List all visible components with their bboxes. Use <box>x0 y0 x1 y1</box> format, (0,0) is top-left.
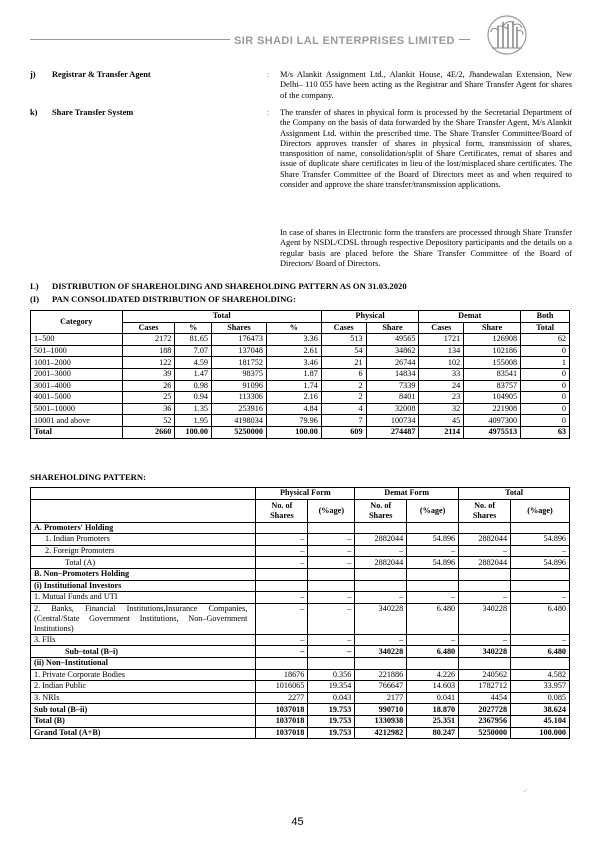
table-cell: 102 <box>419 357 464 369</box>
row-label: (i) Institutional Investors <box>31 580 256 592</box>
category-cell: 3001–4000 <box>31 380 123 392</box>
section-row <box>31 657 570 669</box>
table-cell: 5250000 <box>459 727 511 739</box>
table-cell: 100.000 <box>511 727 570 739</box>
table-cell: – <box>256 557 308 569</box>
table-cell: 0 <box>521 392 570 404</box>
table-cell: 4.59 <box>175 357 212 369</box>
page-number: 45 <box>291 816 304 828</box>
table-cell: 1721 <box>419 334 464 346</box>
column-header: Share <box>464 322 521 334</box>
table-cell: 122 <box>122 357 175 369</box>
company-logo <box>486 14 528 56</box>
table-cell <box>308 568 355 580</box>
column-header: Demat <box>419 311 521 323</box>
table-cell: 2882044 <box>459 557 511 569</box>
table-cell: 54.896 <box>511 557 570 569</box>
table-cell: 609 <box>321 426 366 438</box>
table-cell <box>256 568 308 580</box>
table-cell: 155008 <box>464 357 521 369</box>
table-cell: 80.247 <box>407 727 459 739</box>
column-header: Total <box>521 322 570 334</box>
section-row <box>31 580 570 592</box>
table-cell: 19.753 <box>308 704 355 716</box>
category-cell: 1001–2000 <box>31 357 123 369</box>
section-title: DISTRIBUTION OF SHAREHOLDING AND SHAREHOLDING PATTERN AS ON 31.03.2020 <box>52 281 407 291</box>
table-cell: 2 <box>321 392 366 404</box>
table-row <box>31 534 570 546</box>
table-cell: 79.96 <box>266 415 321 427</box>
table-cell: 25 <box>122 392 175 404</box>
table-cell <box>308 522 355 534</box>
category-cell: 1–500 <box>31 334 123 346</box>
table-cell: 2172 <box>122 334 175 346</box>
table-cell <box>256 657 308 669</box>
table-cell: 2660 <box>122 426 175 438</box>
table-cell: 32008 <box>366 403 419 415</box>
column-header: No. of Shares <box>459 499 511 522</box>
table-cell: 0.356 <box>308 669 355 681</box>
table-cell: 7339 <box>366 380 419 392</box>
table-row <box>31 392 570 404</box>
section-title: PAN CONSOLIDATED DISTRIBUTION OF SHAREHOLDING: <box>52 294 296 304</box>
table-cell: 8401 <box>366 392 419 404</box>
table-cell: – <box>308 545 355 557</box>
table-cell <box>511 522 570 534</box>
table-cell: 83541 <box>464 368 521 380</box>
table-row <box>31 380 570 392</box>
table-cell: 52 <box>122 415 175 427</box>
row-label: Total (B) <box>31 715 256 727</box>
column-header: (%age) <box>511 499 570 522</box>
table-row <box>31 345 570 357</box>
table-cell: 38.624 <box>511 704 570 716</box>
table-cell: 21 <box>321 357 366 369</box>
table-cell: 1330938 <box>355 715 407 727</box>
table-row <box>31 646 570 658</box>
column-header: Cases <box>419 322 464 334</box>
table-cell: 2 <box>321 380 366 392</box>
table-cell: – <box>459 592 511 604</box>
table-cell: 1.87 <box>266 368 321 380</box>
table-cell: 39 <box>122 368 175 380</box>
table-cell: 340228 <box>459 603 511 634</box>
table-cell: – <box>511 634 570 646</box>
table-cell: 340228 <box>459 646 511 658</box>
table-cell: 54 <box>321 345 366 357</box>
table-cell: 18676 <box>256 669 308 681</box>
table-cell: 83757 <box>464 380 521 392</box>
row-label: A. Promoters' Holding <box>31 522 256 534</box>
table-cell: 2882044 <box>355 557 407 569</box>
table-cell <box>355 522 407 534</box>
category-cell: Total <box>31 426 123 438</box>
table-cell: 4454 <box>459 692 511 704</box>
table-cell: 1.35 <box>175 403 212 415</box>
info-text: In case of shares in Electronic form the transfers are processed through Share Transfer Agent by NSDL/CDSL through respective Depository participants and the details on a regular basis are placed before the Share Transfer Committee of the Board of Directors/ Board of Directors. <box>280 228 572 268</box>
row-label: Sub total (B–ii) <box>31 704 256 716</box>
column-header: Physical Form <box>256 488 355 500</box>
table-cell: 181752 <box>212 357 267 369</box>
table-cell: – <box>355 592 407 604</box>
shareholding-pattern-table <box>30 487 570 739</box>
table-cell: 2882044 <box>459 534 511 546</box>
table-cell: 2177 <box>355 692 407 704</box>
column-header: (%age) <box>308 499 355 522</box>
table-cell: 4212982 <box>355 727 407 739</box>
column-header: % <box>266 322 321 334</box>
table-cell: 137048 <box>212 345 267 357</box>
table-cell: – <box>459 545 511 557</box>
column-header: No. of Shares <box>355 499 407 522</box>
table-cell: 113306 <box>212 392 267 404</box>
table-cell: 45.104 <box>511 715 570 727</box>
table-cell: – <box>355 634 407 646</box>
table-cell <box>511 568 570 580</box>
table-cell <box>407 568 459 580</box>
row-label: 2. Indian Public <box>31 681 256 693</box>
category-cell: 4001–5000 <box>31 392 123 404</box>
table-cell: – <box>355 545 407 557</box>
table-cell: 5250000 <box>212 426 267 438</box>
table-cell: 766647 <box>355 681 407 693</box>
row-label: Grand Total (A+B) <box>31 727 256 739</box>
row-label: 1. Private Corporate Bodies <box>31 669 256 681</box>
table-row <box>31 681 570 693</box>
table-cell: 6.480 <box>511 646 570 658</box>
table-cell: – <box>407 634 459 646</box>
table-cell <box>459 522 511 534</box>
table-cell: 0.085 <box>511 692 570 704</box>
table-cell: 23 <box>419 392 464 404</box>
table-cell: 221908 <box>464 403 521 415</box>
table-cell: – <box>256 634 308 646</box>
table-cell: 0 <box>521 403 570 415</box>
table-cell <box>407 657 459 669</box>
table-cell: 513 <box>321 334 366 346</box>
table-cell: 102186 <box>464 345 521 357</box>
column-header: Physical <box>321 311 419 323</box>
table-cell: 1037018 <box>256 727 308 739</box>
info-key: k) <box>30 108 38 117</box>
section-row <box>31 522 570 534</box>
table-cell <box>355 657 407 669</box>
row-label: 3. NRIs <box>31 692 256 704</box>
table-cell: 32 <box>419 403 464 415</box>
table-cell: 4 <box>321 403 366 415</box>
table-cell: – <box>308 592 355 604</box>
table-row <box>31 334 570 346</box>
table-cell: 18.870 <box>407 704 459 716</box>
table-cell: – <box>256 603 308 634</box>
company-name: SIR SHADI LAL ENTERPRISES LIMITED <box>230 35 459 48</box>
table-cell: 274487 <box>366 426 419 438</box>
table-row <box>31 715 570 727</box>
table-cell: 19.753 <box>308 727 355 739</box>
category-cell: 501–1000 <box>31 345 123 357</box>
row-label: B. Non–Promoters Holding <box>31 568 256 580</box>
table-cell: – <box>308 557 355 569</box>
table-cell: 1.74 <box>266 380 321 392</box>
distribution-table <box>30 310 570 439</box>
section-heading <box>30 294 296 304</box>
table-row <box>31 727 570 739</box>
table-cell: 14834 <box>366 368 419 380</box>
table-cell: 2.16 <box>266 392 321 404</box>
row-label: Sub–total (B–i) <box>31 646 256 658</box>
table-cell: 6.480 <box>511 603 570 634</box>
table-cell: 6.480 <box>407 603 459 634</box>
table-cell: 1 <box>521 357 570 369</box>
info-text: M/s Alankit Assignment Ltd., Alankit House, 4E/2, Jhandewalan Extension, New Delhi– 110 055 have been acting as the Registrar and Share Transfer Agent for shares of the company. <box>280 70 572 100</box>
table-cell: 98375 <box>212 368 267 380</box>
table-cell: 126908 <box>464 334 521 346</box>
table-cell: – <box>256 646 308 658</box>
table-cell: 6 <box>321 368 366 380</box>
column-header <box>31 499 256 522</box>
table-cell: 3.46 <box>266 357 321 369</box>
column-header: Both <box>521 311 570 323</box>
table-cell: 0.98 <box>175 380 212 392</box>
table-cell <box>308 580 355 592</box>
table-cell: – <box>308 634 355 646</box>
table-cell: 0 <box>521 415 570 427</box>
table-cell: 0 <box>521 368 570 380</box>
info-colon: : <box>267 70 270 79</box>
category-cell: 10001 and above <box>31 415 123 427</box>
table-cell: 0.043 <box>308 692 355 704</box>
table-cell: 49565 <box>366 334 419 346</box>
table-cell: 26744 <box>366 357 419 369</box>
table-cell: 2027728 <box>459 704 511 716</box>
table-cell: 1782712 <box>459 681 511 693</box>
table-cell: 100.00 <box>266 426 321 438</box>
table-cell: 63 <box>521 426 570 438</box>
table-cell: 54.896 <box>511 534 570 546</box>
section-heading <box>30 281 407 291</box>
table-cell: 240562 <box>459 669 511 681</box>
table-cell: 2114 <box>419 426 464 438</box>
table-cell: 1.95 <box>175 415 212 427</box>
table-cell: 100.00 <box>175 426 212 438</box>
section-key: L) <box>30 281 39 291</box>
row-label: 2. Banks, Financial Institutions,Insurance Companies, (Central/State Government Institutions, Non–Government Institutions) <box>31 603 256 634</box>
table-cell: 2.61 <box>266 345 321 357</box>
table-cell: 4975513 <box>464 426 521 438</box>
row-label: Total (A) <box>31 557 256 569</box>
row-label: 1. Indian Promoters <box>31 534 256 546</box>
table-cell: 4198034 <box>212 415 267 427</box>
table-cell <box>407 522 459 534</box>
table-cell: 33.957 <box>511 681 570 693</box>
table-cell: 0.94 <box>175 392 212 404</box>
table-cell: 2367956 <box>459 715 511 727</box>
info-colon: : <box>267 108 270 117</box>
table-cell: 19.354 <box>308 681 355 693</box>
column-header: Total <box>459 488 570 500</box>
table-cell: 7.07 <box>175 345 212 357</box>
table-cell: 24 <box>419 380 464 392</box>
table-cell: 990710 <box>355 704 407 716</box>
table-cell: 54.896 <box>407 557 459 569</box>
info-label: Share Transfer System <box>52 108 134 117</box>
table-cell: – <box>511 592 570 604</box>
table-cell: – <box>407 592 459 604</box>
row-label: 1. Mutual Funds and UTI <box>31 592 256 604</box>
table-cell: 0 <box>521 345 570 357</box>
table-cell: 340228 <box>355 646 407 658</box>
table-row <box>31 415 570 427</box>
table-cell: 1016065 <box>256 681 308 693</box>
table-cell: 1037018 <box>256 715 308 727</box>
table-cell <box>459 580 511 592</box>
row-label: 2. Foreign Promoters <box>31 545 256 557</box>
row-label: (ii) Non–Institutional <box>31 657 256 669</box>
table-cell: – <box>256 592 308 604</box>
table-cell: 0 <box>521 380 570 392</box>
table-cell: – <box>407 545 459 557</box>
table-cell: 34862 <box>366 345 419 357</box>
column-header: Shares <box>212 322 267 334</box>
table-row <box>31 692 570 704</box>
pattern-title: SHAREHOLDING PATTERN: <box>30 472 146 482</box>
table-row <box>31 704 570 716</box>
column-header <box>31 488 256 500</box>
table-cell: 54.896 <box>407 534 459 546</box>
table-cell <box>511 580 570 592</box>
row-label: 3. FIIs <box>31 634 256 646</box>
table-cell: 4.226 <box>407 669 459 681</box>
section-row <box>31 568 570 580</box>
table-row <box>31 557 570 569</box>
table-cell: 6.480 <box>407 646 459 658</box>
table-row <box>31 603 570 634</box>
table-cell: – <box>308 646 355 658</box>
table-cell: 134 <box>419 345 464 357</box>
table-row <box>31 592 570 604</box>
table-cell: 0.041 <box>407 692 459 704</box>
table-cell <box>355 568 407 580</box>
table-row <box>31 634 570 646</box>
table-cell: 45 <box>419 415 464 427</box>
table-cell: 188 <box>122 345 175 357</box>
column-header: Cases <box>122 322 175 334</box>
table-cell: 340228 <box>355 603 407 634</box>
category-cell: 5001–10000 <box>31 403 123 415</box>
column-header: % <box>175 322 212 334</box>
table-cell: – <box>459 634 511 646</box>
column-header: Demat Form <box>355 488 459 500</box>
table-row <box>31 357 570 369</box>
table-cell: 33 <box>419 368 464 380</box>
table-cell: 81.65 <box>175 334 212 346</box>
table-cell: 221886 <box>355 669 407 681</box>
table-cell: 26 <box>122 380 175 392</box>
table-cell <box>407 580 459 592</box>
table-cell <box>459 568 511 580</box>
table-row <box>31 669 570 681</box>
table-cell <box>355 580 407 592</box>
table-cell: 253916 <box>212 403 267 415</box>
table-header-row <box>31 488 570 500</box>
table-cell: – <box>308 603 355 634</box>
column-header: Category <box>31 311 123 334</box>
column-header: (%age) <box>407 499 459 522</box>
signature-mark: ✓ <box>522 787 528 795</box>
table-cell: 2882044 <box>355 534 407 546</box>
table-cell: 176473 <box>212 334 267 346</box>
table-cell <box>256 580 308 592</box>
table-cell <box>459 657 511 669</box>
table-cell: 4097300 <box>464 415 521 427</box>
table-cell: – <box>256 534 308 546</box>
column-header: No. of Shares <box>256 499 308 522</box>
table-row <box>31 368 570 380</box>
table-cell: 1037018 <box>256 704 308 716</box>
table-row <box>31 403 570 415</box>
table-cell: – <box>256 545 308 557</box>
table-cell: 91096 <box>212 380 267 392</box>
table-cell: 62 <box>521 334 570 346</box>
table-cell: 1.47 <box>175 368 212 380</box>
column-header: Share <box>366 322 419 334</box>
table-cell: 7 <box>321 415 366 427</box>
table-cell <box>308 657 355 669</box>
column-header: Total <box>122 311 321 323</box>
table-cell: – <box>511 545 570 557</box>
table-cell <box>511 657 570 669</box>
section-key: (I) <box>30 294 40 304</box>
table-row <box>31 545 570 557</box>
table-header-row <box>31 311 570 323</box>
table-cell: 100734 <box>366 415 419 427</box>
table-cell: 19.753 <box>308 715 355 727</box>
category-cell: 2001–3000 <box>31 368 123 380</box>
table-header-row <box>31 499 570 522</box>
column-header: Cases <box>321 322 366 334</box>
table-cell: 4.582 <box>511 669 570 681</box>
table-cell: 36 <box>122 403 175 415</box>
table-cell: 104905 <box>464 392 521 404</box>
table-cell: 3.36 <box>266 334 321 346</box>
info-label: Registrar & Transfer Agent <box>52 70 151 79</box>
table-cell <box>256 522 308 534</box>
table-cell: 25.351 <box>407 715 459 727</box>
table-cell: 4.84 <box>266 403 321 415</box>
table-cell: 2277 <box>256 692 308 704</box>
table-cell: 14.603 <box>407 681 459 693</box>
info-text: The transfer of shares in physical form is processed by the Secretarial Department of the Company on the basis of data forwarded by the Share Transfer Agent, M/s Alankit Assignment Ltd. within the prescribed time. The Share Transfer Committee/Board of Directors approves transfer of shares in physical form, transmission of shares, transposition of name, consolidation/split of Share Certificates, remat of shares and issue of duplicate share certificates in lieu of the lost/misplaced share certificates. The Share Transfer Committee of the Board of Directors meet as and when required to consider and approve the share transfer/transmission applications. <box>280 108 572 189</box>
total-row <box>31 426 570 438</box>
info-key: j) <box>30 70 36 79</box>
table-cell: – <box>308 534 355 546</box>
